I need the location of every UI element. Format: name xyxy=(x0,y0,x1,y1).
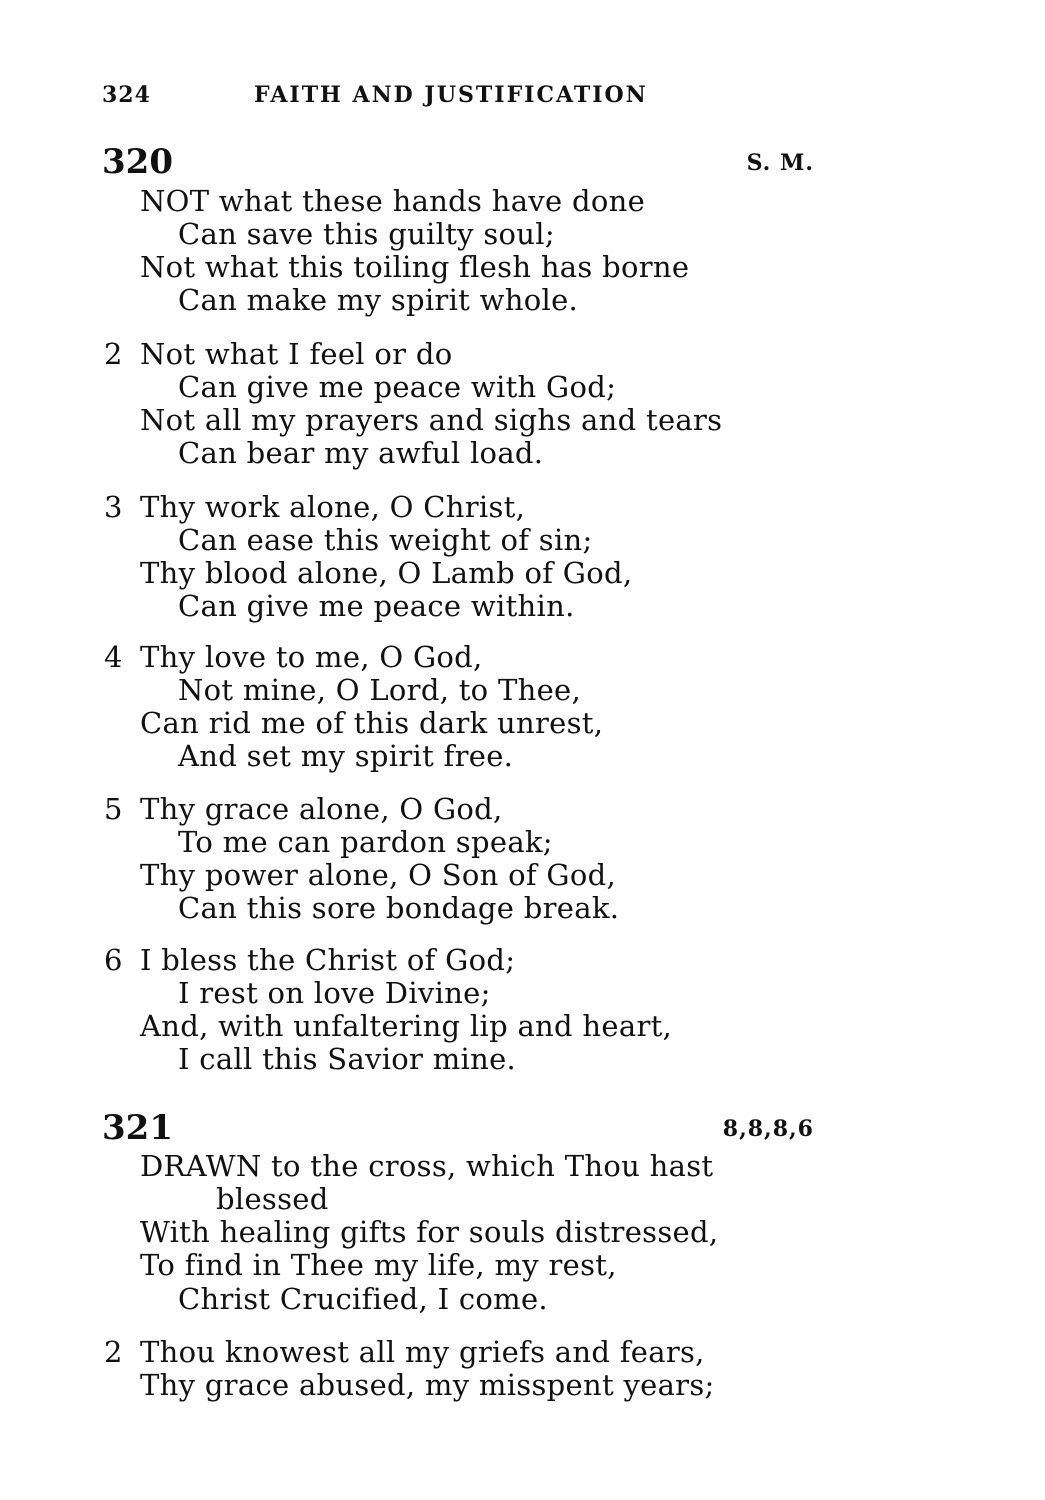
verse-line: Can save this guilty soul; xyxy=(178,217,555,251)
verse-line: Christ Crucified, I come. xyxy=(178,1282,548,1316)
verse-line: And, with unfaltering lip and heart, xyxy=(140,1009,673,1043)
verse-line: NOT what these hands have done xyxy=(140,184,646,218)
verse-line: Not all my prayers and sighs and tears xyxy=(140,403,723,437)
verse-line: And set my spirit free. xyxy=(178,739,514,773)
verse-line: Can this sore bondage break. xyxy=(178,891,620,925)
verse-line: To me can pardon speak; xyxy=(178,825,553,859)
verse-line: I call this Savior mine. xyxy=(178,1042,517,1076)
verse-line: Thy grace alone, O God, xyxy=(140,792,503,826)
verse-line: Thou knowest all my griefs and fears, xyxy=(140,1335,705,1369)
verse-line: DRAWN to the cross, which Thou hast xyxy=(140,1149,714,1183)
verse-line: Can bear my awful load. xyxy=(178,436,544,470)
hymn-meter: 8,8,8,6 xyxy=(722,1116,814,1142)
hymn-number: 320 xyxy=(102,142,173,182)
verse-line: Can ease this weight of sin; xyxy=(178,523,593,557)
hymn-heading xyxy=(102,142,814,182)
verse-number: 4 xyxy=(104,640,123,674)
verse-number: 3 xyxy=(104,490,123,524)
section-title: FAITH AND JUSTIFICATION xyxy=(254,82,648,108)
verse-line: With healing gifts for souls distressed, xyxy=(140,1215,719,1249)
verse-line: Thy work alone, O Christ, xyxy=(140,490,526,524)
verse-line: Can rid me of this dark unrest, xyxy=(140,706,604,740)
verse-number: 6 xyxy=(104,943,123,977)
verse-line: Thy love to me, O God, xyxy=(140,640,483,674)
verse-line: Thy blood alone, O Lamb of God, xyxy=(140,556,633,590)
verse-line: Thy power alone, O Son of God, xyxy=(140,858,617,892)
verse-line: I rest on love Divine; xyxy=(178,976,491,1010)
verse-number: 2 xyxy=(104,337,123,371)
verse-line: Can give me peace with God; xyxy=(178,370,617,404)
verse-line: To find in Thee my life, my rest, xyxy=(140,1248,617,1282)
verse-line: Not what this toiling flesh has borne xyxy=(140,250,690,284)
hymn-number: 321 xyxy=(102,1108,173,1148)
verse-number: 2 xyxy=(104,1335,123,1369)
verse-line: Thy grace abused, my misspent years; xyxy=(140,1368,715,1402)
verse-line: I bless the Christ of God; xyxy=(140,943,516,977)
hymn-heading xyxy=(102,1108,814,1148)
verse-line: Not mine, O Lord, to Thee, xyxy=(178,673,582,707)
hymn-meter: S. M. xyxy=(746,150,814,176)
verse-line: blessed xyxy=(216,1182,329,1216)
running-header xyxy=(102,82,822,118)
page-number: 324 xyxy=(102,82,151,108)
verse-line: Not what I feel or do xyxy=(140,337,453,371)
verse-number: 5 xyxy=(104,792,123,826)
verse-line: Can make my spirit whole. xyxy=(178,283,579,317)
verse-line: Can give me peace within. xyxy=(178,589,575,623)
